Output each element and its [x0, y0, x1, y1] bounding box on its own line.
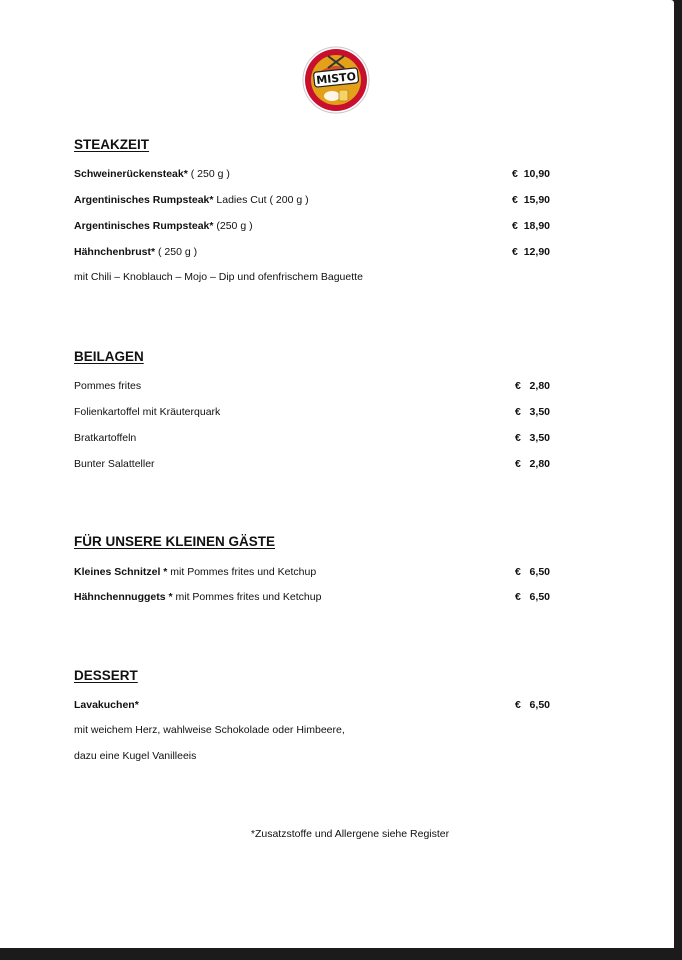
menu-item	[74, 697, 550, 713]
item-name: Lavakuchen*	[74, 699, 139, 711]
item-price: € 6,50	[514, 591, 550, 603]
menu-item	[74, 589, 550, 605]
item-name: Folienkartoffel mit Kräuterquark	[74, 406, 221, 418]
dessert-note-line-2: dazu eine Kugel Vanilleeis	[74, 750, 197, 762]
item-detail: ( 250 g )	[155, 246, 198, 258]
item-price: € 2,80	[514, 458, 550, 470]
menu-item	[74, 430, 550, 446]
menu-item	[74, 404, 550, 420]
steak-note: mit Chili – Knoblauch – Mojo – Dip und ofenfrischem Baguette	[74, 271, 363, 283]
menu-item	[74, 456, 550, 472]
item-name: Argentinisches Rumpsteak*	[74, 194, 214, 206]
section-title-beilagen: BEILAGEN	[74, 349, 144, 364]
item-name: Bratkartoffeln	[74, 432, 137, 444]
section-title-kids: FÜR UNSERE KLEINEN GÄSTE	[74, 534, 276, 549]
allergen-footnote	[0, 828, 674, 840]
item-name: Pommes frites	[74, 380, 142, 392]
item-name: Hähnchennuggets *	[74, 591, 173, 603]
item-name: Hähnchenbrust*	[74, 246, 156, 258]
item-price: € 2,80	[514, 380, 550, 392]
section-title-steakzeit: STEAKZEIT	[74, 137, 150, 152]
item-name: Bunter Salatteller	[74, 458, 155, 470]
dessert-note-line-1: mit weichem Herz, wahlweise Schokolade oder Himbeere,	[74, 724, 345, 736]
logo-text: MISTO	[315, 69, 357, 88]
item-detail: mit Pommes frites und Ketchup	[167, 566, 317, 578]
item-price: € 3,50	[514, 432, 550, 444]
item-name: Argentinisches Rumpsteak*	[74, 220, 214, 232]
footnote-text: *Zusatzstoffe und Allergene siehe Register	[250, 828, 450, 840]
item-price: € 12,90	[512, 246, 550, 258]
section-title-dessert: DESSERT	[74, 668, 138, 683]
item-price: € 10,90	[512, 168, 550, 180]
menu-item	[74, 218, 550, 234]
item-detail: ( 250 g )	[187, 168, 230, 180]
item-price: € 15,90	[512, 194, 550, 206]
menu-item	[74, 192, 550, 208]
item-name: Schweinerückensteak*	[74, 168, 188, 180]
menu-item	[74, 244, 550, 260]
menu-item	[74, 166, 550, 182]
item-price: € 18,90	[512, 220, 550, 232]
item-detail: (250 g )	[213, 220, 253, 232]
item-price: € 3,50	[514, 406, 550, 418]
item-price: € 6,50	[514, 699, 550, 711]
item-name: Kleines Schnitzel *	[74, 566, 168, 578]
menu-item	[74, 564, 550, 580]
misto-logo	[302, 46, 370, 114]
menu-item	[74, 378, 550, 394]
item-price: € 6,50	[514, 566, 550, 578]
item-detail: Ladies Cut ( 200 g )	[213, 194, 309, 206]
item-detail: mit Pommes frites und Ketchup	[172, 591, 322, 603]
